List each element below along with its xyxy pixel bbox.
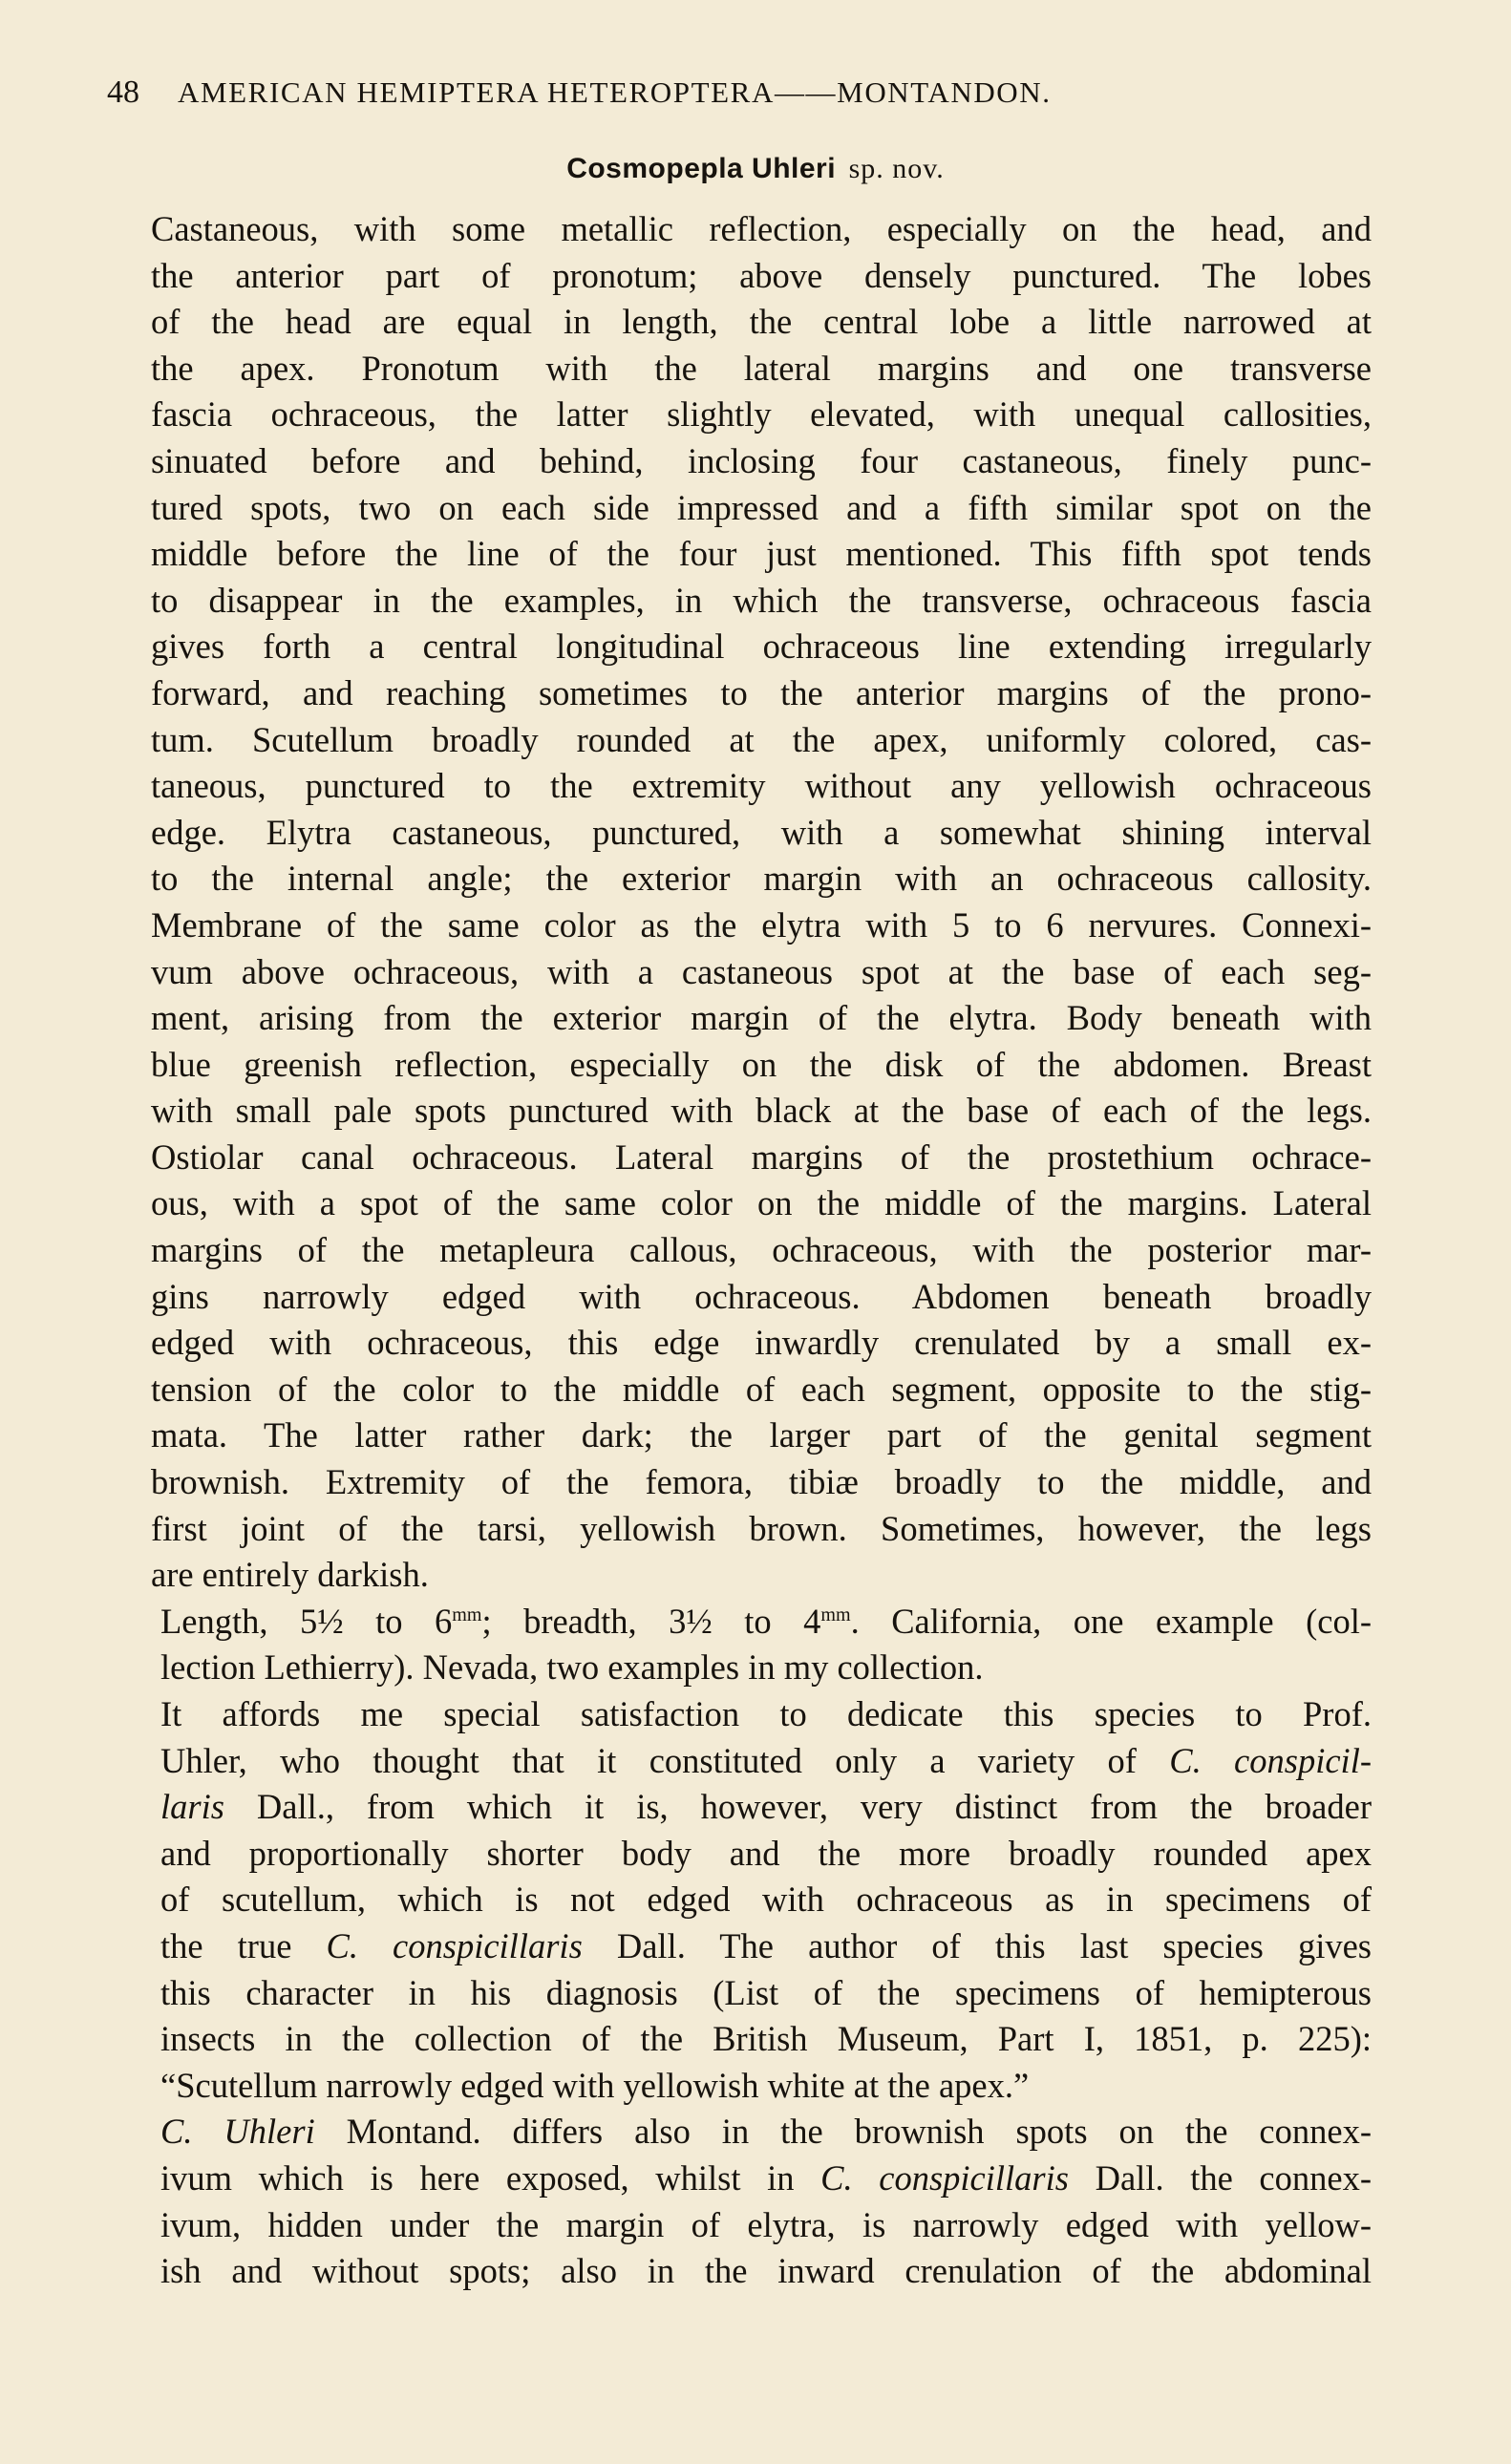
text-line: this character in his diagnosis (List of the specimens of hemipterous xyxy=(160,1972,1372,2012)
text-line: blue greenish reflection, especially on the disk of the abdomen. Breast xyxy=(151,1044,1372,1084)
measurements-line xyxy=(118,1599,1372,1646)
text-line: the anterior part of pronotum; above densely punctured. The lobes xyxy=(151,255,1372,295)
text-line: ment, arising from the exterior margin of the elytra. Body beneath with xyxy=(151,998,1372,1038)
species-name: Cosmopepla Uhleri xyxy=(566,153,837,184)
breadth-text: ; breadth, 3½ to 4 xyxy=(481,1601,821,1641)
text-line: of scutellum, which is not edged with ochraceous as in specimens of xyxy=(160,1880,1372,1920)
comparison-paragraph xyxy=(118,2109,1372,2294)
text-line: the apex. Pronotum with the lateral margins and one transverse xyxy=(151,348,1372,388)
text-line: tum. Scutellum broadly rounded at the apex, uniformly colored, cas- xyxy=(151,719,1372,759)
text-line: Uhler, who thought that it constituted only a variety of C. conspicil- xyxy=(160,1740,1372,1780)
text-line: ivum, hidden under the margin of elytra, is narrowly edged with yellow- xyxy=(160,2204,1372,2244)
text-line: ous, with a spot of the same color on the middle of the margins. Lateral xyxy=(151,1183,1372,1223)
text-line: insects in the collection of the British Museum, Part I, 1851, p. 225): xyxy=(160,2019,1372,2059)
italic-species-name: C. conspicillaris xyxy=(820,2157,1069,2198)
text-line: ish and without spots; also in the inward crenulation of the abdominal xyxy=(160,2251,1372,2291)
text-line: tension of the color to the middle of each segment, opposite to the stig- xyxy=(151,1369,1372,1409)
text-line: of the head are equal in length, the central lobe a little narrowed at xyxy=(151,302,1372,342)
italic-species-name: C. conspicil- xyxy=(1169,1740,1372,1780)
text-line: edge. Elytra castaneous, punctured, with a somewhat shining interval xyxy=(151,812,1372,852)
locality-text: . California, one example (col- xyxy=(850,1601,1372,1641)
species-heading xyxy=(0,153,1511,185)
text-line: brownish. Extremity of the femora, tibiæ broadly to the middle, and xyxy=(151,1462,1372,1502)
text-line: margins of the metapleura callous, ochraceous, with the posterior mar- xyxy=(151,1230,1372,1270)
text-line: to the internal angle; the exterior margin with an ochraceous callosity. xyxy=(151,859,1372,899)
running-title: AMERICAN HEMIPTERA HETEROPTERA——MONTANDON. xyxy=(178,75,1052,109)
italic-species-name: C. Uhleri xyxy=(160,2112,315,2152)
running-header xyxy=(107,74,1263,111)
text-line: vum above ochraceous, with a castaneous spot at the base of each seg- xyxy=(151,951,1372,991)
text-line: sinuated before and behind, inclosing four castaneous, finely punc- xyxy=(151,440,1372,480)
text-line: It affords me special satisfaction to dedicate this species to Prof. xyxy=(160,1694,1372,1733)
text-line: Membrane of the same color as the elytra with 5 to 6 nervures. Connexi- xyxy=(151,904,1372,945)
length-text: Length, 5½ to 6 xyxy=(160,1601,453,1641)
text-line: the true C. conspicillaris Dall. The author of this last species gives xyxy=(160,1925,1372,1965)
text-line: tured spots, two on each side impressed and a fifth similar spot on the xyxy=(151,487,1372,527)
italic-species-name: laris xyxy=(160,1787,224,1827)
text-line: taneous, punctured to the extremity without any yellowish ochraceous xyxy=(151,766,1372,806)
text-line: Castaneous, with some metallic reflection, especially on the head, and xyxy=(151,209,1372,248)
text-line: “Scutellum narrowly edged with yellowish white at the apex.” xyxy=(160,2065,1030,2105)
text-line: to disappear in the examples, in which the transverse, ochraceous fascia xyxy=(151,580,1372,620)
page-number: 48 xyxy=(107,74,139,110)
text-line: gins narrowly edged with ochraceous. Abdomen beneath broadly xyxy=(151,1276,1372,1316)
text-line: fascia ochraceous, the latter slightly elevated, with unequal callosities, xyxy=(151,394,1372,435)
text-line: first joint of the tarsi, yellowish brown. Sometimes, however, the legs xyxy=(151,1508,1372,1548)
text-line: with small pale spots punctured with black at the base of each of the legs. xyxy=(151,1091,1372,1131)
text-line: laris Dall., from which it is, however, very distinct from the broader xyxy=(160,1787,1372,1827)
text-line: middle before the line of the four just mentioned. This fifth spot tends xyxy=(151,534,1372,574)
species-designation: sp. nov. xyxy=(848,153,945,184)
unit-superscript: mm xyxy=(820,1604,851,1625)
italic-species-name: C. conspicillaris xyxy=(326,1925,583,1965)
body-text xyxy=(118,206,1372,2295)
text-line: lection Lethierry). Nevada, two examples in my collection. xyxy=(160,1647,984,1688)
text-line: edged with ochraceous, this edge inwardly crenulated by a small ex- xyxy=(151,1323,1372,1363)
text-line: and proportionally shorter body and the more broadly rounded apex xyxy=(160,1833,1372,1873)
text-line: mata. The latter rather dark; the larger part of the genital segment xyxy=(151,1415,1372,1455)
text-line: gives forth a central longitudinal ochraceous line extending irregularly xyxy=(151,627,1372,667)
text-line: Ostiolar canal ochraceous. Lateral margins of the prostethium ochrace- xyxy=(151,1136,1372,1177)
unit-superscript: mm xyxy=(452,1604,482,1625)
dedication-paragraph xyxy=(118,1691,1372,2109)
description-paragraph xyxy=(118,206,1372,1599)
text-line: ivum which is here exposed, whilst in C. conspicillaris Dall. the connex- xyxy=(160,2157,1372,2198)
text-line: forward, and reaching sometimes to the anterior margins of the prono- xyxy=(151,672,1372,712)
text-line: are entirely darkish. xyxy=(151,1555,429,1595)
text-line: C. Uhleri Montand. differs also in the brownish spots on the connex- xyxy=(160,2112,1372,2152)
measurements-paragraph xyxy=(118,1599,1372,1691)
